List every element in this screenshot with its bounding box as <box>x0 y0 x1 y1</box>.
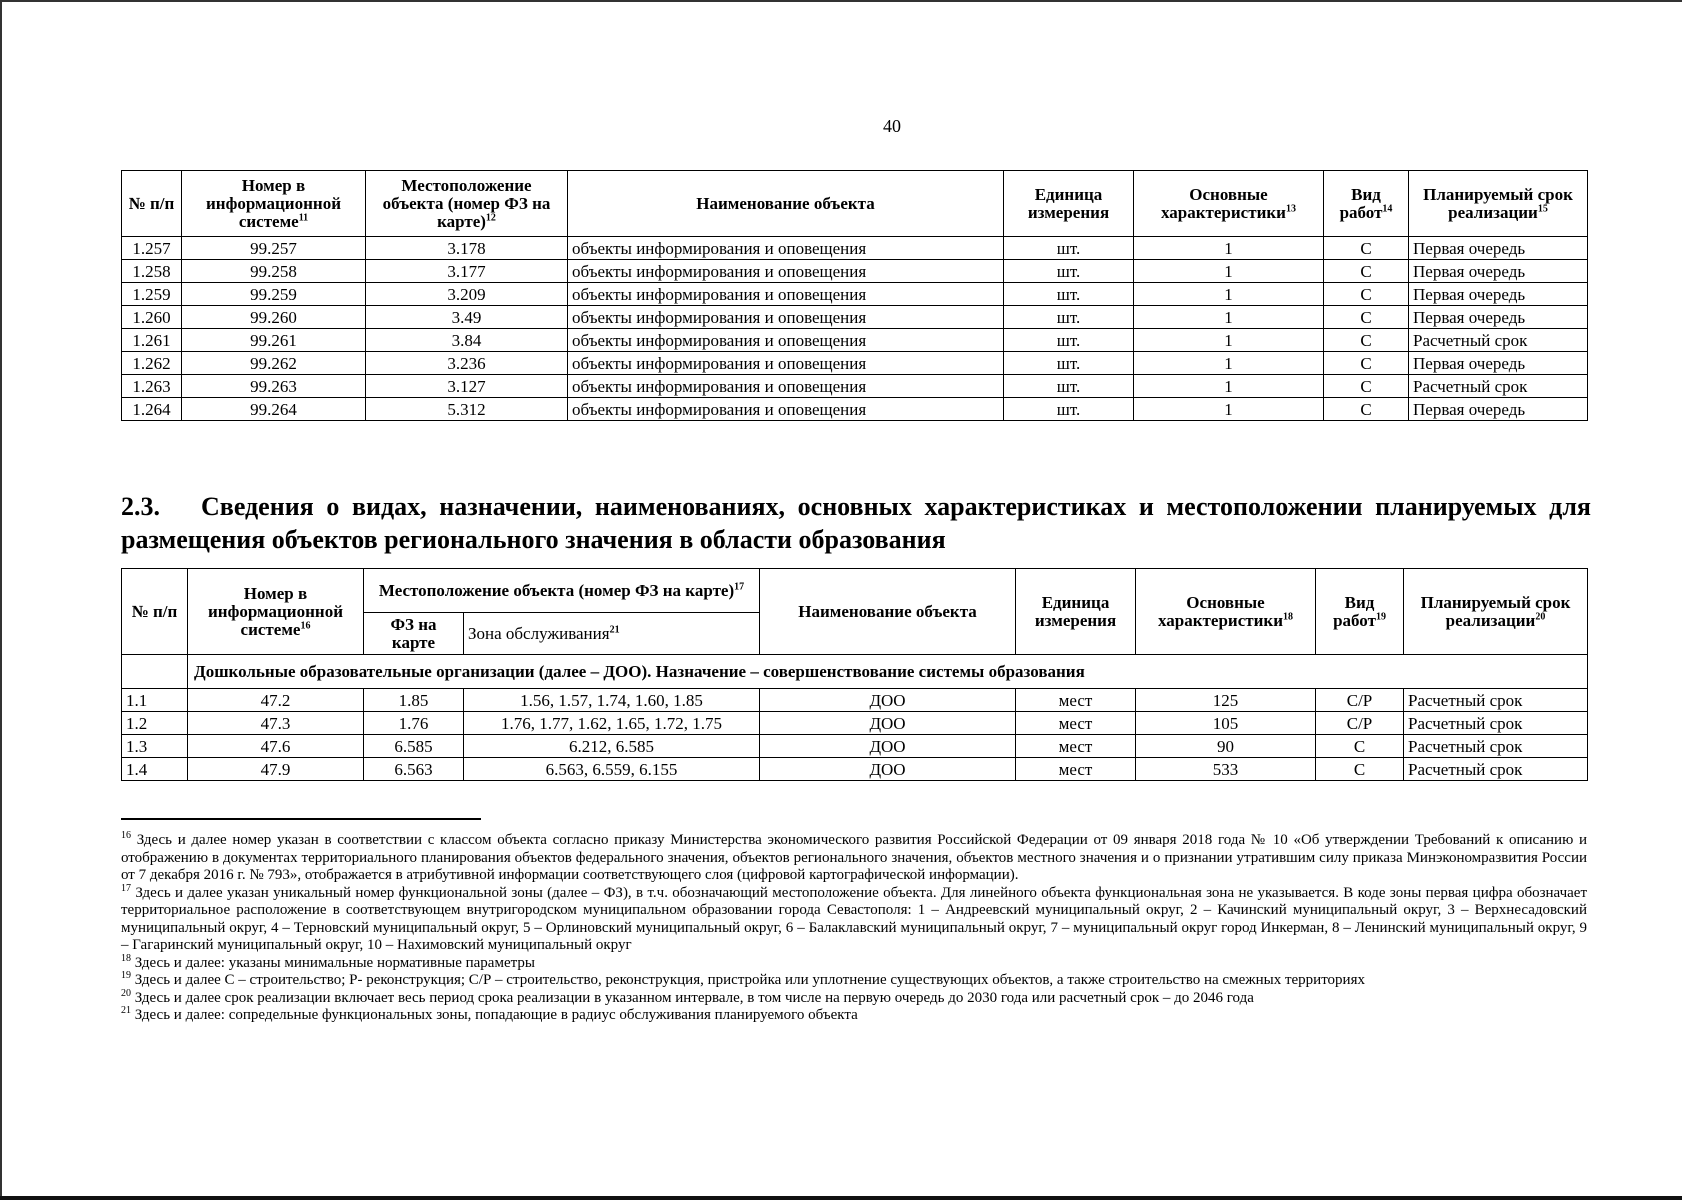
cell-num: 1.3 <box>122 735 188 758</box>
header-service-zone: Зона обслуживания$^{21}$ <box>464 613 760 655</box>
cell-location: 3.178 <box>366 237 568 260</box>
footnote-19 <box>121 972 1587 990</box>
cell-work-type: С <box>1324 375 1409 398</box>
cell-location: 3.177 <box>366 260 568 283</box>
table-row <box>122 283 1588 306</box>
cell-planned-term: Первая очередь <box>1409 237 1588 260</box>
table-row <box>122 260 1588 283</box>
cell-work-type: С <box>1324 329 1409 352</box>
cell-unit: шт. <box>1004 237 1134 260</box>
cell-num: 1.4 <box>122 758 188 781</box>
cell-info-system: 99.261 <box>182 329 366 352</box>
cell-work-type: С/Р <box>1316 712 1404 735</box>
header-work-type: Вид работ$^{14}$ <box>1324 171 1409 237</box>
education-objects-table <box>121 568 1588 781</box>
cell-characteristics: 1 <box>1134 352 1324 375</box>
category-row <box>122 655 1588 689</box>
footnote-20 <box>121 987 1587 1008</box>
cell-planned-term: Первая очередь <box>1409 352 1588 375</box>
cell-characteristics: 1 <box>1134 237 1324 260</box>
cell-characteristics: 1 <box>1134 375 1324 398</box>
cell-num: 1.264 <box>122 398 182 421</box>
cell-object-name: объекты информирования и оповещения <box>568 352 1004 375</box>
footnotes <box>121 832 1587 1025</box>
table-row <box>122 689 1588 712</box>
cell-location: 3.127 <box>366 375 568 398</box>
cell-work-type: С/Р <box>1316 689 1404 712</box>
cell-num: 1.260 <box>122 306 182 329</box>
cell-unit: мест <box>1016 758 1136 781</box>
footnote-text: Здесь и далее номер указан в соответствии с классом объекта согласно приказу Министерства экономического развития Российской Федерации от 09 января 2018 года № 10 «Об утверждении Требований к описанию и отображению в документах территориального планирования объектов федерального значения, объектов регионального значения, объектов местного значения и о признании утратившим силу приказа Минэкономразвития России от 7 декабря 2016 г. № 793», отображается в атрибутивной информации соответствующего слоя (цифровой картографической информации). <box>121 832 1587 883</box>
cell-work-type: С <box>1324 352 1409 375</box>
footnote-18 <box>121 952 1587 973</box>
cell-work-type: С <box>1324 306 1409 329</box>
cell-work-type: С <box>1316 758 1404 781</box>
cell-characteristics: 533 <box>1136 758 1316 781</box>
scan-border-top <box>0 0 1682 2</box>
footnote-marker: 20 <box>121 987 131 999</box>
header-planned-term: Планируемый срок реализации$^{15}$ <box>1409 171 1588 237</box>
cell-characteristics: 105 <box>1136 712 1316 735</box>
cell-unit: мест <box>1016 735 1136 758</box>
cell-planned-term: Первая очередь <box>1409 260 1588 283</box>
cell-characteristics: 1 <box>1134 306 1324 329</box>
footnote-separator <box>121 818 481 820</box>
cell-characteristics: 125 <box>1136 689 1316 712</box>
cell-characteristics: 1 <box>1134 260 1324 283</box>
cell-location: 3.84 <box>366 329 568 352</box>
cell-object-name: объекты информирования и оповещения <box>568 398 1004 421</box>
category-label: Дошкольные образовательные организации (далее – ДОО). Назначение – совершенствование системы образования <box>188 655 1588 689</box>
cell-planned-term: Расчетный срок <box>1404 689 1588 712</box>
cell-object-name: объекты информирования и оповещения <box>568 283 1004 306</box>
footnote-text: Здесь и далее срок реализации включает весь период срока реализации в указанном интервале, в том числе на первую очередь до 2030 года или расчетный срок – до 2046 года <box>134 989 1254 1006</box>
cell-info-system: 99.257 <box>182 237 366 260</box>
cell-info-system: 47.6 <box>188 735 364 758</box>
cell-work-type: С <box>1324 237 1409 260</box>
table-row <box>122 306 1588 329</box>
cell-info-system: 99.264 <box>182 398 366 421</box>
header-info-system: Номер в информационной системе$^{16}$ <box>188 569 364 655</box>
cell-work-type: С <box>1324 283 1409 306</box>
cell-object-name: объекты информирования и оповещения <box>568 329 1004 352</box>
section-number: 2.3. <box>121 492 160 521</box>
section-heading <box>121 490 1591 556</box>
cell-planned-term: Расчетный срок <box>1409 329 1588 352</box>
table-header-row <box>122 171 1588 237</box>
page-number: 40 <box>883 116 901 136</box>
cell-location: 5.312 <box>366 398 568 421</box>
cell-num: 1.262 <box>122 352 182 375</box>
footnote-marker: 18 <box>121 952 131 964</box>
cell-object-name: ДОО <box>760 689 1016 712</box>
cell-planned-term: Первая очередь <box>1409 306 1588 329</box>
cell-characteristics: 1 <box>1134 329 1324 352</box>
cell-fz-on-map: 6.585 <box>364 735 464 758</box>
footnote-17 <box>121 882 1588 955</box>
header-info-system: Номер в информационной системе$^{11}$ <box>182 171 366 237</box>
cell-fz-on-map: 1.85 <box>364 689 464 712</box>
header-object-name: Наименование объекта <box>760 569 1016 655</box>
cell-planned-term: Расчетный срок <box>1409 375 1588 398</box>
cell-characteristics: 90 <box>1136 735 1316 758</box>
cell-service-zone: 6.212, 6.585 <box>464 735 760 758</box>
category-empty-cell <box>122 655 188 689</box>
cell-info-system: 99.263 <box>182 375 366 398</box>
cell-planned-term: Первая очередь <box>1409 398 1588 421</box>
cell-unit: шт. <box>1004 329 1134 352</box>
cell-characteristics: 1 <box>1134 283 1324 306</box>
cell-info-system: 99.262 <box>182 352 366 375</box>
cell-planned-term: Расчетный срок <box>1404 712 1588 735</box>
cell-num: 1.259 <box>122 283 182 306</box>
cell-info-system: 99.259 <box>182 283 366 306</box>
cell-unit: шт. <box>1004 306 1134 329</box>
cell-object-name: ДОО <box>760 712 1016 735</box>
header-planned-term: Планируемый срок реализации$^{20}$ <box>1404 569 1588 655</box>
cell-work-type: С <box>1316 735 1404 758</box>
header-num: № п/п <box>122 569 188 655</box>
footnote-21 <box>121 1007 1587 1025</box>
table-row <box>122 375 1588 398</box>
communication-objects-table <box>121 170 1588 421</box>
table-row <box>122 712 1588 735</box>
cell-service-zone: 6.563, 6.559, 6.155 <box>464 758 760 781</box>
table-row <box>122 735 1588 758</box>
header-characteristics: Основные характеристики$^{13}$ <box>1134 171 1324 237</box>
cell-unit: мест <box>1016 689 1136 712</box>
cell-work-type: С <box>1324 398 1409 421</box>
cell-num: 1.263 <box>122 375 182 398</box>
footnote-marker: 16 <box>121 830 131 841</box>
table-header-row <box>122 569 1588 613</box>
footnote-16 <box>121 832 1587 885</box>
footnote-marker: 19 <box>121 970 131 981</box>
table-row <box>122 329 1588 352</box>
table-row <box>122 758 1588 781</box>
cell-unit: мест <box>1016 712 1136 735</box>
table-row <box>122 398 1588 421</box>
cell-object-name: ДОО <box>760 758 1016 781</box>
cell-characteristics: 1 <box>1134 398 1324 421</box>
section-title: Сведения о видах, назначении, наименованиях, основных характеристиках и местоположении планируемых для размещения объектов регионального значения в области образования <box>121 492 1591 554</box>
header-unit: Единица измерения <box>1016 569 1136 655</box>
footnote-text: Здесь и далее: указаны минимальные нормативные параметры <box>134 954 535 971</box>
cell-unit: шт. <box>1004 260 1134 283</box>
cell-num: 1.2 <box>122 712 188 735</box>
cell-unit: шт. <box>1004 352 1134 375</box>
footnote-marker: 17 <box>121 882 131 894</box>
cell-object-name: объекты информирования и оповещения <box>568 375 1004 398</box>
cell-work-type: С <box>1324 260 1409 283</box>
cell-unit: шт. <box>1004 398 1134 421</box>
header-fz-on-map: ФЗ на карте <box>364 613 464 655</box>
cell-info-system: 99.258 <box>182 260 366 283</box>
footnote-marker: 21 <box>121 1005 131 1016</box>
scan-border-left <box>0 0 2 1200</box>
cell-service-zone: 1.56, 1.57, 1.74, 1.60, 1.85 <box>464 689 760 712</box>
cell-fz-on-map: 6.563 <box>364 758 464 781</box>
cell-service-zone: 1.76, 1.77, 1.62, 1.65, 1.72, 1.75 <box>464 712 760 735</box>
cell-object-name: объекты информирования и оповещения <box>568 260 1004 283</box>
cell-planned-term: Расчетный срок <box>1404 758 1588 781</box>
header-unit: Единица измерения <box>1004 171 1134 237</box>
cell-planned-term: Первая очередь <box>1409 283 1588 306</box>
header-location: Местоположение объекта (номер ФЗ на карте)$^{17}$ <box>364 569 760 613</box>
cell-object-name: ДОО <box>760 735 1016 758</box>
cell-num: 1.258 <box>122 260 182 283</box>
footnote-text: Здесь и далее С – строительство; Р- реконструкция; С/Р – строительство, реконструкция, пристройка или уплотнение существующих объектов, а также строительство на смежных территориях <box>134 972 1365 988</box>
cell-unit: шт. <box>1004 283 1134 306</box>
cell-num: 1.261 <box>122 329 182 352</box>
cell-location: 3.209 <box>366 283 568 306</box>
cell-num: 1.1 <box>122 689 188 712</box>
cell-planned-term: Расчетный срок <box>1404 735 1588 758</box>
cell-info-system: 47.9 <box>188 758 364 781</box>
cell-fz-on-map: 1.76 <box>364 712 464 735</box>
footnote-text: Здесь и далее: сопредельные функциональных зоны, попадающие в радиус обслуживания планируемого объекта <box>134 1007 858 1023</box>
cell-location: 3.49 <box>366 306 568 329</box>
header-characteristics: Основные характеристики$^{18}$ <box>1136 569 1316 655</box>
header-location: Местоположение объекта (номер ФЗ на карте)$^{12}$ <box>366 171 568 237</box>
cell-object-name: объекты информирования и оповещения <box>568 306 1004 329</box>
cell-object-name: объекты информирования и оповещения <box>568 237 1004 260</box>
cell-unit: шт. <box>1004 375 1134 398</box>
cell-info-system: 47.2 <box>188 689 364 712</box>
footnote-text: Здесь и далее указан уникальный номер функциональной зоны (далее – ФЗ), в т.ч. обозначающий местоположение объекта. Для линейного объекта функциональная зона не указывается. В коде зоны первая цифра обозначает территориальное расположение в соответствующем внутригородском муниципальном образовании города Севастополя: 1 – Андреевский муниципальный округ, 2 – Качинский муниципальный округ, 3 – Верхнесадовский муниципальный округ, 4 – Терновский муниципальный округ, 5 – Орлиновский муниципальный округ, 6 – Балаклавский муниципальный округ, 7 – муниципальный округ город Инкерман, 8 – Ленинский муниципальный округ, 9 – Гагаринский муниципальный округ, 10 – Нахимовский муниципальный округ <box>121 884 1588 953</box>
cell-location: 3.236 <box>366 352 568 375</box>
table-row <box>122 352 1588 375</box>
cell-num: 1.257 <box>122 237 182 260</box>
cell-info-system: 99.260 <box>182 306 366 329</box>
table-row <box>122 237 1588 260</box>
cell-info-system: 47.3 <box>188 712 364 735</box>
header-object-name: Наименование объекта <box>568 171 1004 237</box>
scan-border-bottom <box>0 1196 1682 1200</box>
header-work-type: Вид работ$^{19}$ <box>1316 569 1404 655</box>
header-num: № п/п <box>122 171 182 237</box>
